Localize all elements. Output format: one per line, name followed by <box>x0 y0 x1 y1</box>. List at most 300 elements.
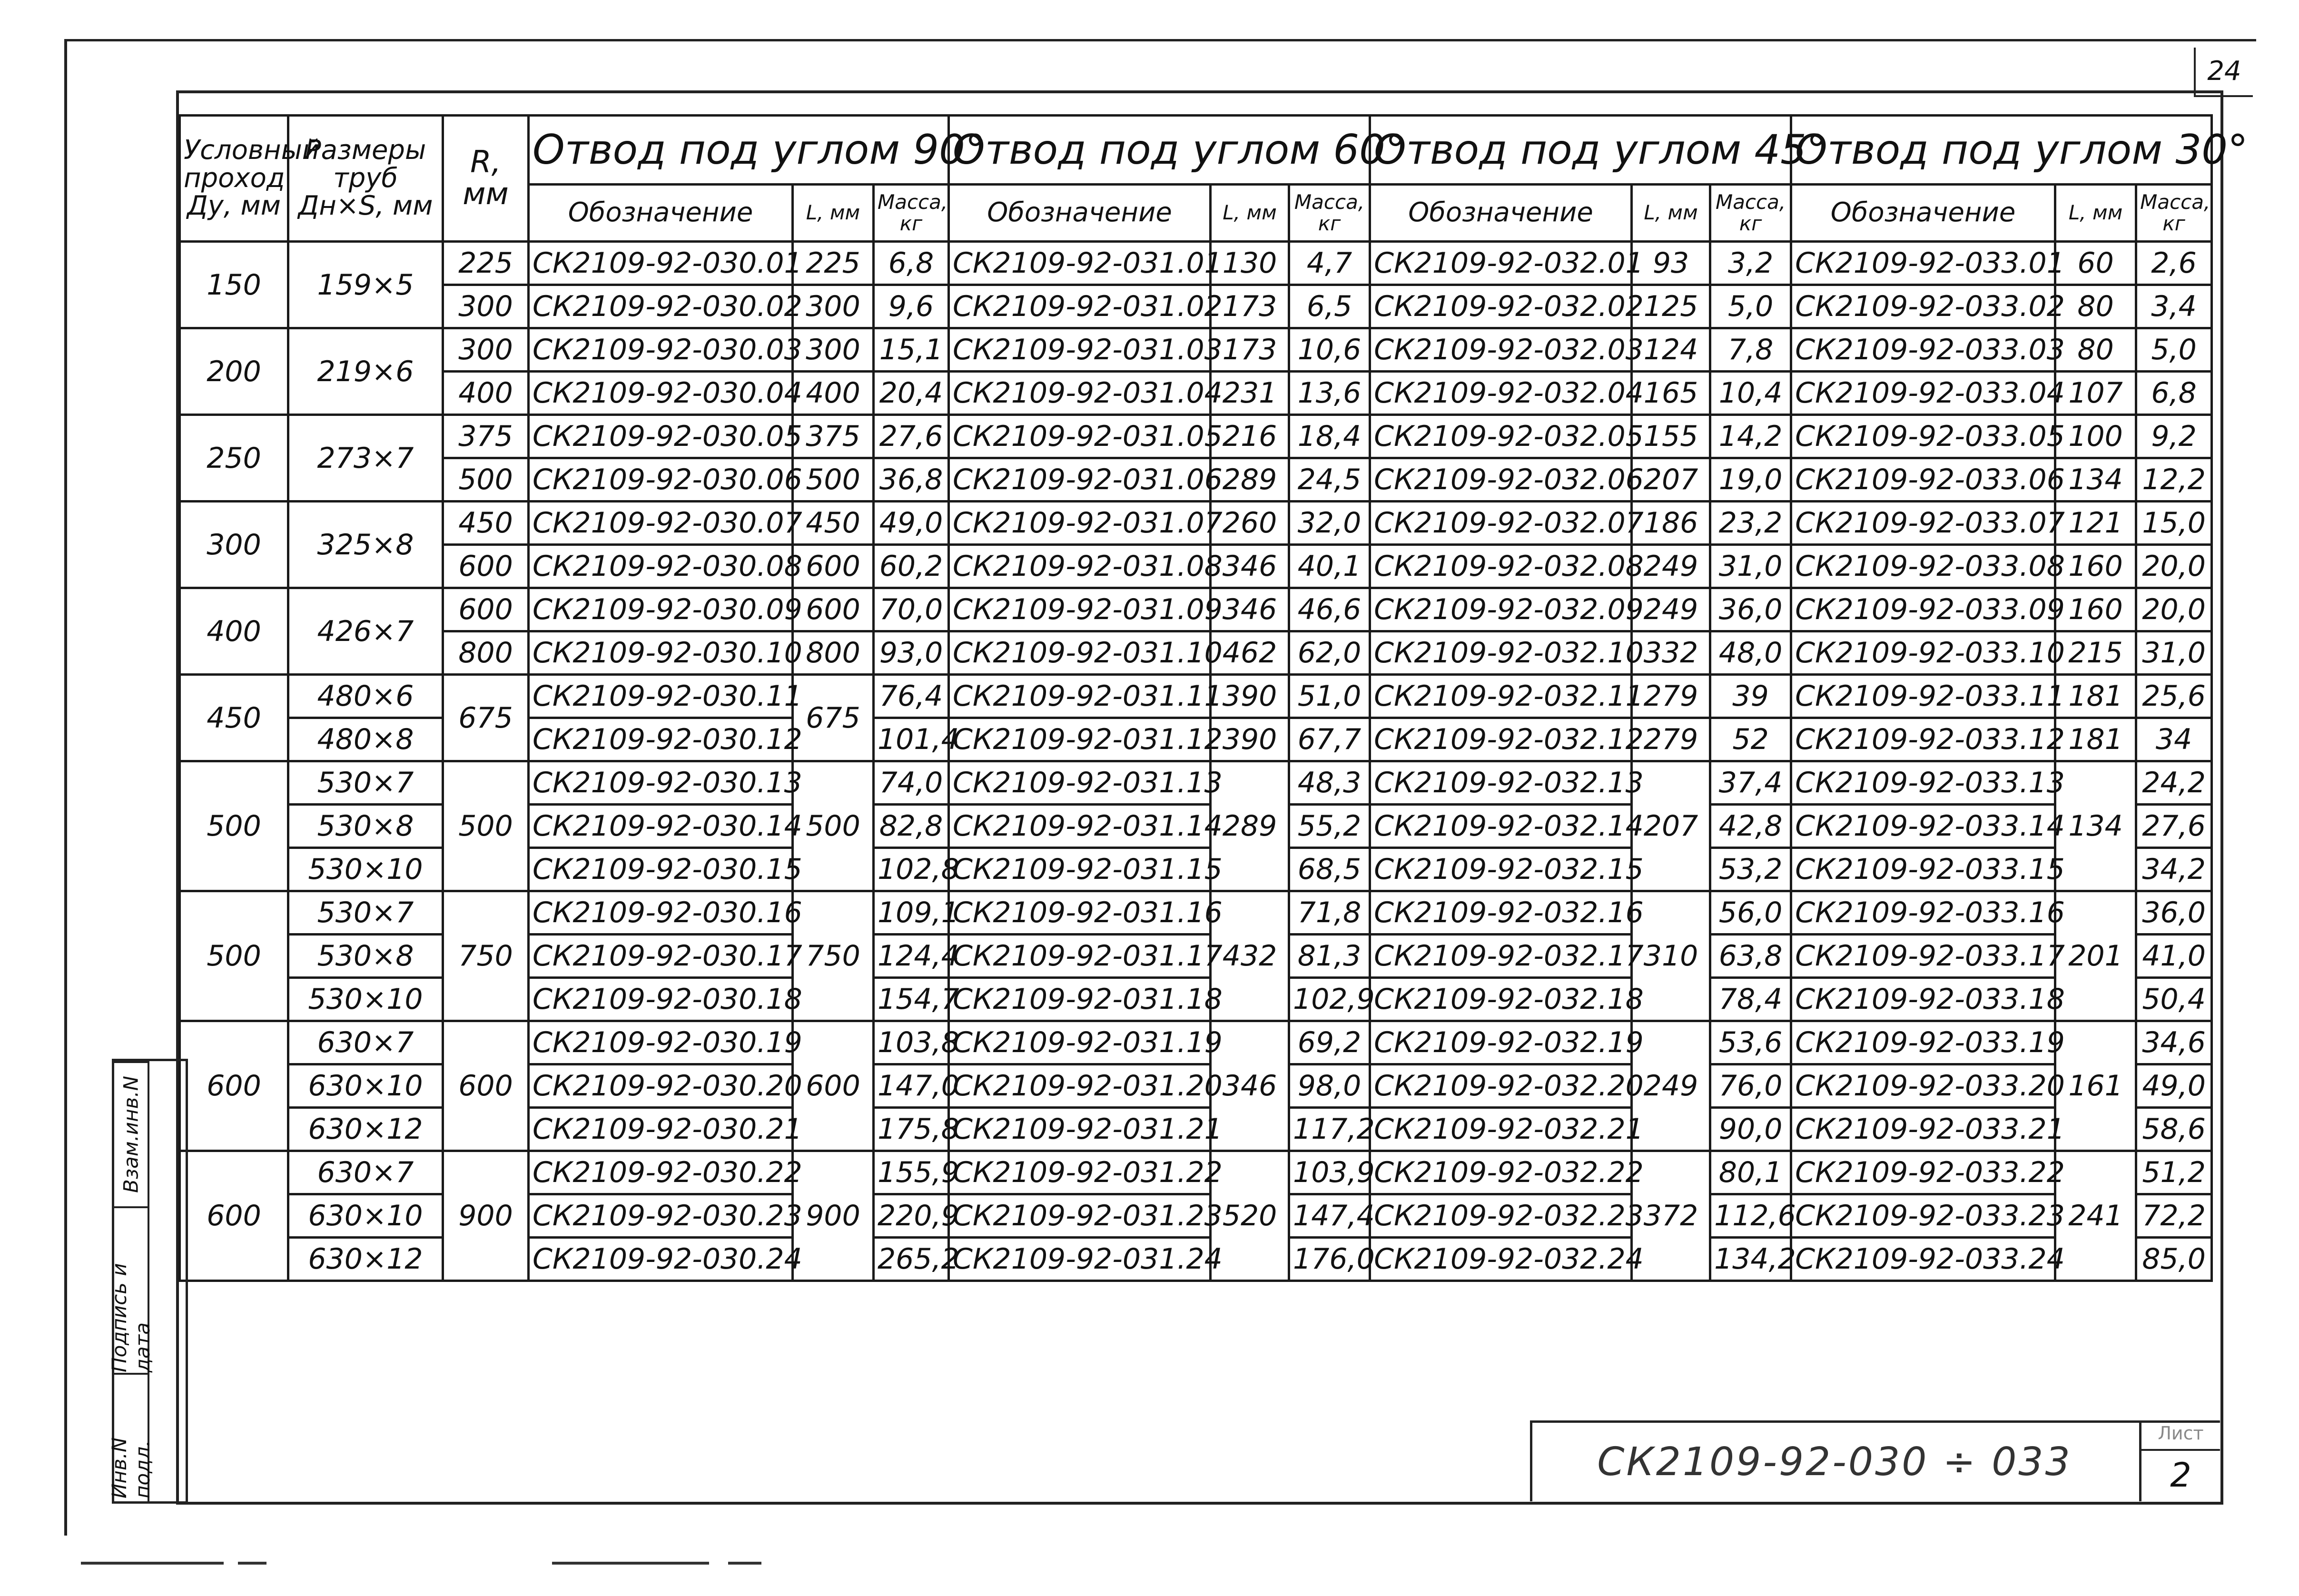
cell-l-90: 450 <box>793 502 874 545</box>
cell-mass-60: 24,5 <box>1289 458 1370 502</box>
cell-designation-30: СК2109-92-033.01 <box>1791 242 2055 285</box>
cell-designation-60: СК2109-92-031.03 <box>949 328 1211 372</box>
cell-mass-30: 20,0 <box>2136 588 2212 631</box>
cell-mass-60: 68,5 <box>1289 848 1370 891</box>
cell-designation-60: СК2109-92-031.12 <box>949 718 1211 761</box>
cell-mass-60: 81,3 <box>1289 935 1370 978</box>
cell-mass-60: 55,2 <box>1289 805 1370 848</box>
cell-size: 630×10 <box>288 1064 443 1108</box>
cell-designation-30: СК2109-92-033.12 <box>1791 718 2055 761</box>
table-row <box>180 502 2212 545</box>
cell-size: 530×7 <box>288 891 443 935</box>
cell-designation-30: СК2109-92-033.06 <box>1791 458 2055 502</box>
cell-mass-90: 74,0 <box>874 761 949 805</box>
cell-designation-90: СК2109-92-030.22 <box>529 1151 793 1194</box>
cell-designation-60: СК2109-92-031.18 <box>949 978 1211 1021</box>
header-designation-90: Обозначение <box>529 185 793 242</box>
cell-designation-45: СК2109-92-032.13 <box>1370 761 1632 805</box>
cell-designation-90: СК2109-92-030.06 <box>529 458 793 502</box>
cell-size: 426×7 <box>288 588 443 675</box>
cell-designation-45: СК2109-92-032.06 <box>1370 458 1632 502</box>
cell-size: 630×10 <box>288 1194 443 1238</box>
cell-mass-45: 14,2 <box>1710 415 1791 458</box>
cell-mass-45: 80,1 <box>1710 1151 1791 1194</box>
cell-designation-30: СК2109-92-033.22 <box>1791 1151 2055 1194</box>
header-angle-60: Отвод под углом 60° <box>949 116 1370 185</box>
cell-mass-60: 18,4 <box>1289 415 1370 458</box>
cell-mass-30: 51,2 <box>2136 1151 2212 1194</box>
cell-l-90: 900 <box>793 1151 874 1281</box>
cell-mass-90: 76,4 <box>874 675 949 718</box>
cell-mass-45: 63,8 <box>1710 935 1791 978</box>
cell-l-45: 279 <box>1632 675 1710 718</box>
cell-designation-45: СК2109-92-032.15 <box>1370 848 1632 891</box>
cell-r: 400 <box>443 372 529 415</box>
cell-designation-45: СК2109-92-032.12 <box>1370 718 1632 761</box>
cell-designation-90: СК2109-92-030.18 <box>529 978 793 1021</box>
cell-designation-45: СК2109-92-032.01 <box>1370 242 1632 285</box>
cell-l-30: 241 <box>2055 1151 2136 1281</box>
cell-size: 530×8 <box>288 805 443 848</box>
cell-r: 225 <box>443 242 529 285</box>
cell-l-30: 215 <box>2055 631 2136 675</box>
cell-mass-90: 102,8 <box>874 848 949 891</box>
cell-dn: 300 <box>180 502 288 588</box>
cell-designation-30: СК2109-92-033.14 <box>1791 805 2055 848</box>
cell-mass-90: 155,9 <box>874 1151 949 1194</box>
cell-size: 630×7 <box>288 1021 443 1064</box>
cell-l-60: 346 <box>1211 1021 1289 1151</box>
cell-designation-60: СК2109-92-031.05 <box>949 415 1211 458</box>
cell-designation-60: СК2109-92-031.23 <box>949 1194 1211 1238</box>
header-l-45: L, мм <box>1632 185 1710 242</box>
cell-designation-90: СК2109-92-030.05 <box>529 415 793 458</box>
cell-r: 500 <box>443 458 529 502</box>
table-row <box>180 891 2212 935</box>
header-designation-60: Обозначение <box>949 185 1211 242</box>
cell-designation-45: СК2109-92-032.24 <box>1370 1238 1632 1281</box>
cell-mass-60: 46,6 <box>1289 588 1370 631</box>
cell-mass-30: 34,6 <box>2136 1021 2212 1064</box>
cell-designation-90: СК2109-92-030.24 <box>529 1238 793 1281</box>
cell-designation-45: СК2109-92-032.03 <box>1370 328 1632 372</box>
side-stamp-signature-date: Подпись и дата <box>114 1206 148 1372</box>
cell-mass-30: 6,8 <box>2136 372 2212 415</box>
cell-size: 530×10 <box>288 978 443 1021</box>
cell-mass-60: 13,6 <box>1289 372 1370 415</box>
cell-mass-30: 34,2 <box>2136 848 2212 891</box>
cell-l-30: 121 <box>2055 502 2136 545</box>
cell-r: 600 <box>443 588 529 631</box>
cell-l-60: 130 <box>1211 242 1289 285</box>
cell-designation-90: СК2109-92-030.02 <box>529 285 793 328</box>
cell-designation-30: СК2109-92-033.24 <box>1791 1238 2055 1281</box>
cell-l-45: 186 <box>1632 502 1710 545</box>
cell-mass-30: 27,6 <box>2136 805 2212 848</box>
sheet-box <box>2139 1423 2220 1501</box>
cell-mass-30: 2,6 <box>2136 242 2212 285</box>
cell-l-30: 181 <box>2055 675 2136 718</box>
cell-mass-45: 5,0 <box>1710 285 1791 328</box>
cell-l-45: 165 <box>1632 372 1710 415</box>
cell-designation-30: СК2109-92-033.04 <box>1791 372 2055 415</box>
cell-l-60: 346 <box>1211 588 1289 631</box>
cell-designation-45: СК2109-92-032.17 <box>1370 935 1632 978</box>
cell-designation-45: СК2109-92-032.16 <box>1370 891 1632 935</box>
cell-l-45: 332 <box>1632 631 1710 675</box>
cell-designation-45: СК2109-92-032.11 <box>1370 675 1632 718</box>
cell-designation-90: СК2109-92-030.17 <box>529 935 793 978</box>
cell-size: 630×12 <box>288 1108 443 1151</box>
table-row <box>180 242 2212 285</box>
cell-mass-30: 20,0 <box>2136 545 2212 588</box>
cell-mass-45: 31,0 <box>1710 545 1791 588</box>
cell-mass-45: 48,0 <box>1710 631 1791 675</box>
cell-designation-60: СК2109-92-031.08 <box>949 545 1211 588</box>
cell-l-60: 462 <box>1211 631 1289 675</box>
cell-mass-60: 103,9 <box>1289 1151 1370 1194</box>
cell-designation-45: СК2109-92-032.02 <box>1370 285 1632 328</box>
header-designation-30: Обозначение <box>1791 185 2055 242</box>
cell-l-60: 390 <box>1211 718 1289 761</box>
cell-l-60: 346 <box>1211 545 1289 588</box>
cell-l-30: 80 <box>2055 328 2136 372</box>
cell-size: 219×6 <box>288 328 443 415</box>
cell-designation-45: СК2109-92-032.04 <box>1370 372 1632 415</box>
cell-l-45: 93 <box>1632 242 1710 285</box>
cell-mass-60: 62,0 <box>1289 631 1370 675</box>
cell-designation-30: СК2109-92-033.09 <box>1791 588 2055 631</box>
header-size: Размеры труб Дн×S, мм <box>288 116 443 242</box>
cell-mass-90: 109,1 <box>874 891 949 935</box>
cell-designation-30: СК2109-92-033.19 <box>1791 1021 2055 1064</box>
table-row <box>180 545 2212 588</box>
cell-mass-45: 56,0 <box>1710 891 1791 935</box>
cell-mass-60: 117,2 <box>1289 1108 1370 1151</box>
cell-mass-60: 32,0 <box>1289 502 1370 545</box>
cell-designation-30: СК2109-92-033.15 <box>1791 848 2055 891</box>
cell-r: 500 <box>443 761 529 891</box>
cell-designation-30: СК2109-92-033.20 <box>1791 1064 2055 1108</box>
cell-l-30: 100 <box>2055 415 2136 458</box>
cell-dn: 450 <box>180 675 288 761</box>
cell-designation-60: СК2109-92-031.19 <box>949 1021 1211 1064</box>
cell-l-60: 260 <box>1211 502 1289 545</box>
table-row <box>180 1021 2212 1064</box>
cell-size: 480×8 <box>288 718 443 761</box>
cell-l-45: 249 <box>1632 545 1710 588</box>
cell-designation-30: СК2109-92-033.10 <box>1791 631 2055 675</box>
cell-mass-60: 4,7 <box>1289 242 1370 285</box>
table-row <box>180 1151 2212 1194</box>
document-designation: СК2109-92-030 ÷ 033 <box>1597 1439 2072 1485</box>
cell-l-30: 160 <box>2055 545 2136 588</box>
cell-designation-45: СК2109-92-032.22 <box>1370 1151 1632 1194</box>
cell-mass-90: 154,7 <box>874 978 949 1021</box>
cell-mass-90: 15,1 <box>874 328 949 372</box>
cell-designation-60: СК2109-92-031.22 <box>949 1151 1211 1194</box>
header-mass-90: Масса, кг <box>874 185 949 242</box>
cell-mass-30: 85,0 <box>2136 1238 2212 1281</box>
cell-l-90: 675 <box>793 675 874 761</box>
cell-designation-60: СК2109-92-031.10 <box>949 631 1211 675</box>
cell-dn: 400 <box>180 588 288 675</box>
header-mass-60: Масса, кг <box>1289 185 1370 242</box>
cell-designation-60: СК2109-92-031.24 <box>949 1238 1211 1281</box>
cell-designation-30: СК2109-92-033.03 <box>1791 328 2055 372</box>
cell-designation-90: СК2109-92-030.11 <box>529 675 793 718</box>
cell-designation-60: СК2109-92-031.11 <box>949 675 1211 718</box>
cell-l-30: 60 <box>2055 242 2136 285</box>
bends-specification-table <box>178 114 2248 1282</box>
cell-mass-90: 49,0 <box>874 502 949 545</box>
cell-designation-60: СК2109-92-031.04 <box>949 372 1211 415</box>
cell-l-45: 207 <box>1632 761 1710 891</box>
cell-r: 900 <box>443 1151 529 1281</box>
cell-l-90: 600 <box>793 1021 874 1151</box>
cell-mass-90: 20,4 <box>874 372 949 415</box>
cell-r: 450 <box>443 502 529 545</box>
cell-r: 750 <box>443 891 529 1021</box>
cell-designation-30: СК2109-92-033.13 <box>1791 761 2055 805</box>
cell-mass-90: 82,8 <box>874 805 949 848</box>
cell-r: 600 <box>443 545 529 588</box>
cell-mass-90: 27,6 <box>874 415 949 458</box>
cell-r: 300 <box>443 285 529 328</box>
cell-mass-45: 39 <box>1710 675 1791 718</box>
cell-mass-60: 40,1 <box>1289 545 1370 588</box>
cell-mass-90: 9,6 <box>874 285 949 328</box>
cell-designation-45: СК2109-92-032.21 <box>1370 1108 1632 1151</box>
table-row <box>180 458 2212 502</box>
cell-designation-90: СК2109-92-030.04 <box>529 372 793 415</box>
cell-mass-90: 93,0 <box>874 631 949 675</box>
cell-mass-45: 7,8 <box>1710 328 1791 372</box>
cell-l-45: 279 <box>1632 718 1710 761</box>
cell-mass-45: 78,4 <box>1710 978 1791 1021</box>
cell-l-90: 750 <box>793 891 874 1021</box>
cell-l-90: 500 <box>793 458 874 502</box>
cell-dn: 500 <box>180 761 288 891</box>
cell-designation-60: СК2109-92-031.09 <box>949 588 1211 631</box>
cell-mass-30: 12,2 <box>2136 458 2212 502</box>
cell-designation-30: СК2109-92-033.08 <box>1791 545 2055 588</box>
cell-mass-90: 175,8 <box>874 1108 949 1151</box>
cell-dn: 200 <box>180 328 288 415</box>
cell-designation-30: СК2109-92-033.02 <box>1791 285 2055 328</box>
side-stamp-replacement-inv: Взам.инв.N <box>114 1061 148 1206</box>
cell-designation-30: СК2109-92-033.23 <box>1791 1194 2055 1238</box>
cell-designation-30: СК2109-92-033.07 <box>1791 502 2055 545</box>
title-block <box>1530 1420 2220 1501</box>
cell-dn: 250 <box>180 415 288 502</box>
cell-mass-90: 124,4 <box>874 935 949 978</box>
cell-size: 159×5 <box>288 242 443 328</box>
cell-mass-60: 6,5 <box>1289 285 1370 328</box>
cell-mass-90: 6,8 <box>874 242 949 285</box>
cell-mass-45: 42,8 <box>1710 805 1791 848</box>
cell-l-30: 80 <box>2055 285 2136 328</box>
cell-l-60: 289 <box>1211 458 1289 502</box>
cell-designation-45: СК2109-92-032.05 <box>1370 415 1632 458</box>
cell-size: 530×10 <box>288 848 443 891</box>
cell-designation-60: СК2109-92-031.15 <box>949 848 1211 891</box>
cell-mass-60: 98,0 <box>1289 1064 1370 1108</box>
table-row <box>180 285 2212 328</box>
cell-l-30: 201 <box>2055 891 2136 1021</box>
cell-designation-60: СК2109-92-031.06 <box>949 458 1211 502</box>
cell-designation-30: СК2109-92-033.21 <box>1791 1108 2055 1151</box>
cell-size: 273×7 <box>288 415 443 502</box>
cell-mass-90: 220,9 <box>874 1194 949 1238</box>
cell-l-60: 520 <box>1211 1151 1289 1281</box>
cell-designation-90: СК2109-92-030.21 <box>529 1108 793 1151</box>
cell-designation-90: СК2109-92-030.16 <box>529 891 793 935</box>
cell-designation-45: СК2109-92-032.10 <box>1370 631 1632 675</box>
cell-mass-45: 53,2 <box>1710 848 1791 891</box>
cell-l-60: 390 <box>1211 675 1289 718</box>
cell-designation-90: СК2109-92-030.19 <box>529 1021 793 1064</box>
cell-designation-60: СК2109-92-031.01 <box>949 242 1211 285</box>
cell-designation-90: СК2109-92-030.01 <box>529 242 793 285</box>
cell-designation-60: СК2109-92-031.21 <box>949 1108 1211 1151</box>
cell-size: 325×8 <box>288 502 443 588</box>
cell-designation-90: СК2109-92-030.10 <box>529 631 793 675</box>
cell-l-90: 500 <box>793 761 874 891</box>
header-mass-45: Масса, кг <box>1710 185 1791 242</box>
cell-mass-30: 3,4 <box>2136 285 2212 328</box>
cell-mass-30: 50,4 <box>2136 978 2212 1021</box>
cell-mass-45: 19,0 <box>1710 458 1791 502</box>
cell-mass-60: 67,7 <box>1289 718 1370 761</box>
cell-designation-45: СК2109-92-032.19 <box>1370 1021 1632 1064</box>
sheet-label: Лист <box>2141 1423 2220 1451</box>
cell-designation-90: СК2109-92-030.12 <box>529 718 793 761</box>
table-body <box>180 242 2212 1281</box>
cell-mass-30: 58,6 <box>2136 1108 2212 1151</box>
header-r: R, мм <box>443 116 529 242</box>
cell-designation-60: СК2109-92-031.16 <box>949 891 1211 935</box>
cell-mass-30: 9,2 <box>2136 415 2212 458</box>
cell-designation-60: СК2109-92-031.13 <box>949 761 1211 805</box>
scan-mark <box>81 1562 224 1565</box>
cell-l-90: 225 <box>793 242 874 285</box>
cell-designation-90: СК2109-92-030.14 <box>529 805 793 848</box>
cell-designation-45: СК2109-92-032.09 <box>1370 588 1632 631</box>
cell-designation-90: СК2109-92-030.07 <box>529 502 793 545</box>
cell-designation-90: СК2109-92-030.08 <box>529 545 793 588</box>
cell-mass-45: 23,2 <box>1710 502 1791 545</box>
cell-mass-30: 5,0 <box>2136 328 2212 372</box>
cell-l-60: 216 <box>1211 415 1289 458</box>
side-stamp <box>108 1059 188 1504</box>
cell-designation-45: СК2109-92-032.20 <box>1370 1064 1632 1108</box>
cell-mass-90: 70,0 <box>874 588 949 631</box>
cell-dn: 600 <box>180 1021 288 1151</box>
cell-mass-30: 36,0 <box>2136 891 2212 935</box>
table-row <box>180 588 2212 631</box>
cell-designation-90: СК2109-92-030.13 <box>529 761 793 805</box>
cell-designation-90: СК2109-92-030.23 <box>529 1194 793 1238</box>
cell-designation-45: СК2109-92-032.18 <box>1370 978 1632 1021</box>
cell-mass-60: 71,8 <box>1289 891 1370 935</box>
side-stamp-original-inv: Инв.N подл. <box>114 1373 148 1498</box>
cell-designation-30: СК2109-92-033.16 <box>1791 891 2055 935</box>
cell-designation-30: СК2109-92-033.11 <box>1791 675 2055 718</box>
cell-designation-90: СК2109-92-030.03 <box>529 328 793 372</box>
cell-mass-45: 134,2 <box>1710 1238 1791 1281</box>
cell-mass-30: 25,6 <box>2136 675 2212 718</box>
cell-size: 630×7 <box>288 1151 443 1194</box>
cell-l-30: 134 <box>2055 761 2136 891</box>
cell-l-45: 372 <box>1632 1151 1710 1281</box>
cell-mass-90: 60,2 <box>874 545 949 588</box>
header-angle-90: Отвод под углом 90° <box>529 116 949 185</box>
cell-designation-90: СК2109-92-030.15 <box>529 848 793 891</box>
cell-l-90: 300 <box>793 285 874 328</box>
cell-dn: 600 <box>180 1151 288 1281</box>
cell-l-30: 181 <box>2055 718 2136 761</box>
cell-mass-30: 49,0 <box>2136 1064 2212 1108</box>
header-mass-30: Масса, кг <box>2136 185 2212 242</box>
cell-l-30: 160 <box>2055 588 2136 631</box>
cell-l-60: 231 <box>1211 372 1289 415</box>
cell-size: 480×6 <box>288 675 443 718</box>
table-row <box>180 675 2212 718</box>
cell-r: 300 <box>443 328 529 372</box>
cell-designation-45: СК2109-92-032.07 <box>1370 502 1632 545</box>
scan-mark <box>552 1562 709 1565</box>
cell-mass-45: 90,0 <box>1710 1108 1791 1151</box>
cell-l-90: 800 <box>793 631 874 675</box>
cell-size: 630×12 <box>288 1238 443 1281</box>
cell-mass-45: 10,4 <box>1710 372 1791 415</box>
cell-l-45: 249 <box>1632 1021 1710 1151</box>
cell-size: 530×8 <box>288 935 443 978</box>
header-angle-45: Отвод под углом 45° <box>1370 116 1791 185</box>
cell-l-60: 173 <box>1211 328 1289 372</box>
cell-mass-30: 31,0 <box>2136 631 2212 675</box>
table-row <box>180 415 2212 458</box>
cell-mass-60: 48,3 <box>1289 761 1370 805</box>
cell-mass-90: 36,8 <box>874 458 949 502</box>
cell-designation-60: СК2109-92-031.17 <box>949 935 1211 978</box>
cell-designation-30: СК2109-92-033.05 <box>1791 415 2055 458</box>
table-row <box>180 631 2212 675</box>
cell-mass-30: 72,2 <box>2136 1194 2212 1238</box>
header-l-30: L, мм <box>2055 185 2136 242</box>
header-l-90: L, мм <box>793 185 874 242</box>
cell-designation-45: СК2109-92-032.08 <box>1370 545 1632 588</box>
cell-designation-45: СК2109-92-032.23 <box>1370 1194 1632 1238</box>
cell-l-60: 432 <box>1211 891 1289 1021</box>
cell-mass-45: 36,0 <box>1710 588 1791 631</box>
cell-dn: 150 <box>180 242 288 328</box>
cell-l-90: 400 <box>793 372 874 415</box>
sheet-number: 2 <box>2170 1456 2191 1495</box>
cell-designation-90: СК2109-92-030.20 <box>529 1064 793 1108</box>
cell-mass-60: 10,6 <box>1289 328 1370 372</box>
cell-l-45: 155 <box>1632 415 1710 458</box>
cell-designation-60: СК2109-92-031.02 <box>949 285 1211 328</box>
cell-mass-30: 34 <box>2136 718 2212 761</box>
header-designation-45: Обозначение <box>1370 185 1632 242</box>
cell-mass-90: 147,0 <box>874 1064 949 1108</box>
cell-mass-45: 37,4 <box>1710 761 1791 805</box>
cell-designation-60: СК2109-92-031.20 <box>949 1064 1211 1108</box>
cell-dn: 500 <box>180 891 288 1021</box>
cell-mass-30: 15,0 <box>2136 502 2212 545</box>
